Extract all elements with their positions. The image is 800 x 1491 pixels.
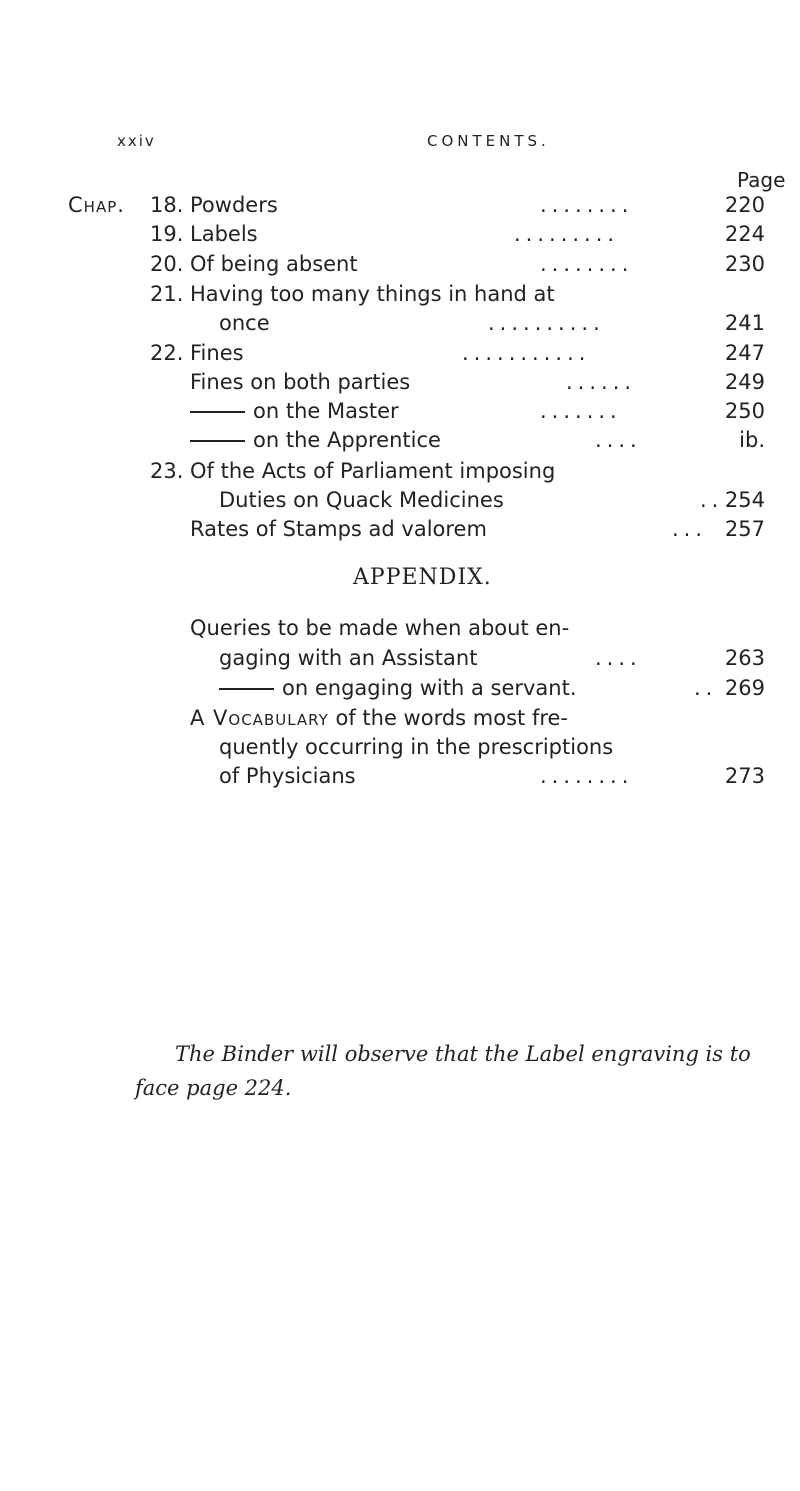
entry-page: 230 <box>724 252 765 276</box>
appendix-entry <box>0 764 800 790</box>
binder-note-line1: The Binder will observe that the Label engraving is to <box>175 1042 751 1066</box>
leader-dots: ........ <box>540 764 634 788</box>
entry-page: 241 <box>724 311 765 335</box>
entry-page: 254 <box>724 488 765 512</box>
entry-title: Duties on Quack Medicines <box>219 488 504 512</box>
chap-number: 20. <box>150 252 184 276</box>
entry-title: Powders <box>190 193 278 217</box>
entry-page: 247 <box>724 341 765 365</box>
appendix-heading: APPENDIX. <box>353 565 492 590</box>
leader-dots: .. <box>694 676 718 700</box>
appendix-entry <box>0 616 800 642</box>
entry-page: 263 <box>724 646 765 670</box>
appendix-entry <box>0 646 800 672</box>
leader-dots: ........ <box>540 193 634 217</box>
entry-page: 249 <box>724 370 765 394</box>
toc-entry-continuation <box>0 311 800 337</box>
entry-title <box>190 428 441 452</box>
toc-entry-continuation <box>0 488 800 514</box>
ditto-dash <box>219 688 274 690</box>
ditto-dash <box>190 440 245 442</box>
leader-dots: ........... <box>462 341 591 365</box>
binder-note <box>135 1037 775 1100</box>
entry-page: 257 <box>724 517 765 541</box>
page-number: xxiv <box>117 132 156 150</box>
entry-page: 250 <box>724 399 765 423</box>
entry-title: Queries to be made when about en- <box>190 616 570 640</box>
entry-title: Rates of Stamps ad valorem <box>190 517 487 541</box>
entry-title: Labels <box>190 222 258 246</box>
entry-title-text: of the words most fre- <box>335 706 569 730</box>
leader-dots: ....... <box>540 399 622 423</box>
entry-page: 220 <box>724 193 765 217</box>
entry-title: Of being absent <box>190 252 358 276</box>
entry-title-text: on the Master <box>253 399 399 423</box>
entry-page: 269 <box>724 676 765 700</box>
entry-title: Having too many things in hand at <box>190 282 555 306</box>
leader-dots: ......... <box>514 222 620 246</box>
entry-title <box>219 676 577 700</box>
appendix-entry <box>0 676 800 702</box>
entry-page: 224 <box>724 222 765 246</box>
chap-number: 23. <box>150 459 184 483</box>
entry-title-text: on the Apprentice <box>253 428 441 452</box>
chap-number: 21. <box>150 282 184 306</box>
entry-title: Fines on both parties <box>190 370 411 394</box>
leader-dots: ...... <box>566 370 637 394</box>
chap-number: 18. <box>150 193 184 217</box>
toc-entry-chap-18 <box>0 193 800 219</box>
vocabulary-caps: A Vocabulary <box>190 706 329 730</box>
entry-title-text: on engaging with a servant. <box>282 676 577 700</box>
entry-title <box>190 706 568 730</box>
page-title: CONTENTS. <box>427 132 550 150</box>
toc-entry-chap-22 <box>0 341 800 367</box>
toc-entry-sub <box>0 399 800 425</box>
ditto-dash <box>190 411 245 413</box>
entry-title: Fines <box>190 341 244 365</box>
appendix-entry <box>0 706 800 732</box>
leader-dots: ... <box>672 517 708 541</box>
entry-title: of Physicians <box>219 764 356 788</box>
entry-page: ib. <box>739 428 765 452</box>
toc-entry-sub <box>0 370 800 396</box>
appendix-entry <box>0 735 800 761</box>
entry-title: Of the Acts of Parliament imposing <box>190 459 556 483</box>
leader-dots: .... <box>595 428 642 452</box>
toc-entry-sub <box>0 517 800 543</box>
leader-dots: .... <box>595 646 642 670</box>
toc-entry-chap-19 <box>0 222 800 248</box>
entry-title <box>190 399 399 423</box>
binder-note-line2: face page 224. <box>135 1076 292 1100</box>
entry-title: gaging with an Assistant <box>219 646 478 670</box>
chap-number: 22. <box>150 341 184 365</box>
toc-entry-sub <box>0 428 800 454</box>
chap-number: 19. <box>150 222 184 246</box>
entry-page: 273 <box>724 764 765 788</box>
leader-dots: .. <box>700 488 724 512</box>
entry-title: once <box>219 311 270 335</box>
toc-entry-chap-20 <box>0 252 800 278</box>
leader-dots: .......... <box>488 311 605 335</box>
leader-dots: ........ <box>540 252 634 276</box>
page-column-header: Page <box>737 168 786 192</box>
toc-entry-chap-21 <box>0 282 800 308</box>
entry-title: quently occurring in the prescriptions <box>219 735 614 759</box>
chap-label: Chap. <box>68 193 125 217</box>
toc-entry-chap-23 <box>0 459 800 485</box>
